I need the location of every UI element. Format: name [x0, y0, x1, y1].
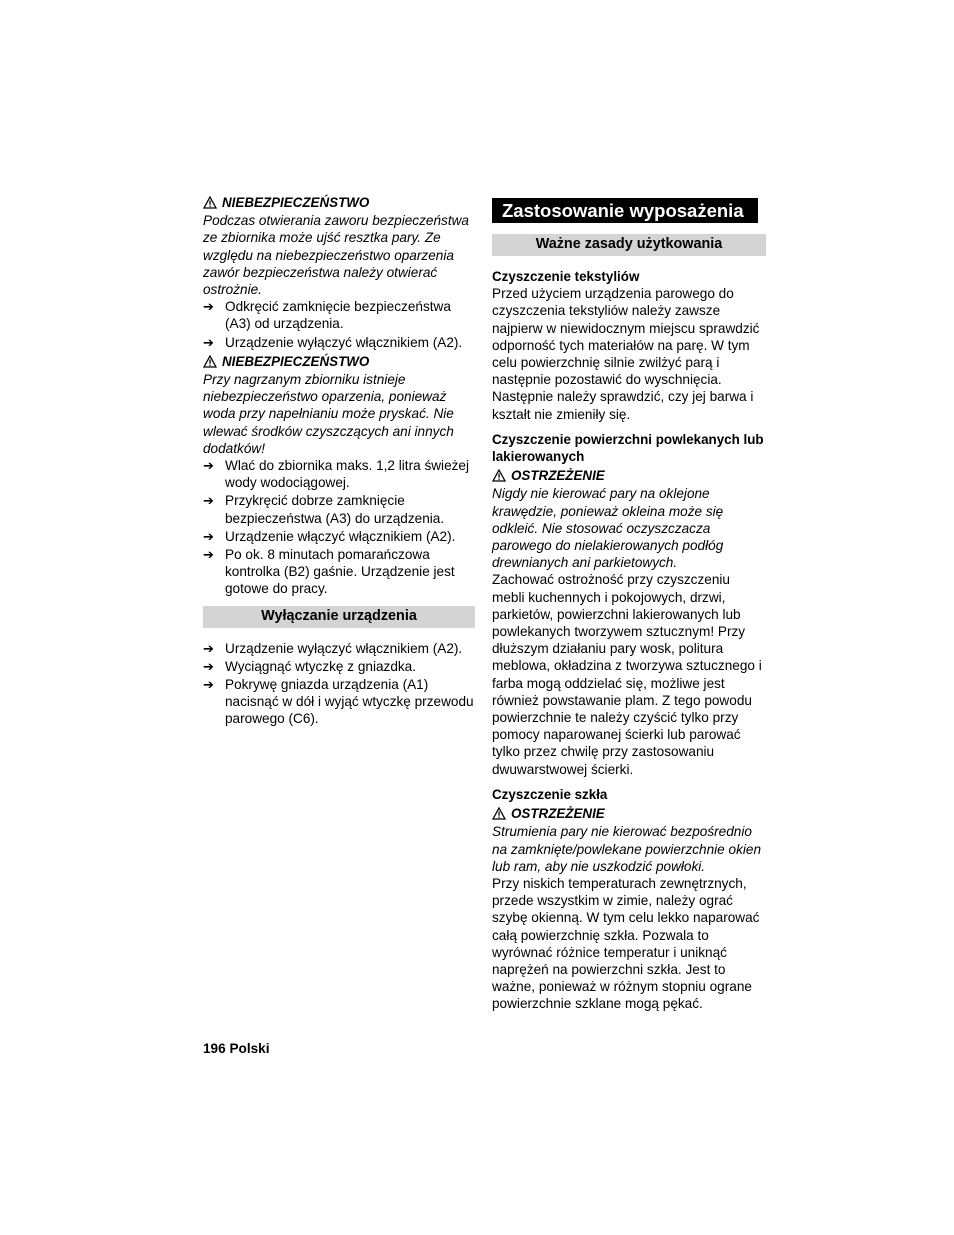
step-list-2 [203, 457, 475, 598]
caution-title: OSTRZEŻENIE [511, 806, 605, 822]
danger-heading-1 [203, 194, 475, 211]
warning-triangle-icon [492, 469, 506, 482]
caution-text: Nigdy nie kierować pary na oklejone krawędzie, ponieważ okleina może się odkleić. Nie stosować oczyszczacza parowego do nielakierowanych podłóg drewnianych ani parkietowych. [492, 486, 724, 571]
section-heading-rules: Ważne zasady użytkowania [492, 234, 766, 256]
glass-text: Przy niskich temperaturach zewnętrznych, przede wszystkim w zimie, należy ograć szybę okienną. W tym celu lekko naparować całą powierzchnię szkła. Pozwala to wyrównać różnice temperatur i uniknąć naprężeń na powierzchni szkła. Jest to ważne, ponieważ w różnym stopniu ograne powierzchnie szklane mogą pękać. [492, 875, 760, 1012]
list-item: ➔ Odkręcić zamknięcie bezpieczeństwa (A3) od urządzenia. [203, 299, 451, 332]
warning-triangle-icon [203, 196, 217, 209]
warning-triangle-icon [492, 807, 506, 820]
danger-title: NIEBEZPIECZEŃSTWO [222, 195, 370, 210]
warning-triangle-icon [203, 355, 217, 368]
section-heading-shutdown: Wyłączanie urządzenia [203, 606, 475, 628]
textiles-heading: Czyszczenie tekstyliów [492, 269, 640, 284]
arrow-right-icon: ➔ [203, 547, 214, 563]
list-item: ➔ Urządzenie wyłączyć włącznikiem (A2). [203, 334, 463, 350]
arrow-right-icon: ➔ [203, 299, 214, 315]
chapter-title: Zastosowanie wyposażenia [492, 198, 758, 223]
danger-title: NIEBEZPIECZEŃSTWO [222, 353, 370, 369]
list-item: ➔ Przykręcić dobrze zamknięcie bezpieczeństwa (A3) do urządzenia. [203, 493, 445, 526]
danger-text: Podczas otwierania zaworu bezpieczeństwa ze zbiornika może ujść resztka pary. Ze względu na niebezpieczeństwo oparzenia zawór bezpieczeństwa należy otwierać ostrożnie. [203, 213, 469, 298]
step-list-1 [203, 298, 475, 351]
list-item: ➔ Po ok. 8 minutach pomarańczowa kontrolka (B2) gaśnie. Urządzenie jest gotowe do pracy. [203, 547, 455, 597]
caution-heading-1 [492, 467, 766, 484]
page-footer: 196 Polski [203, 1041, 270, 1056]
caution-heading-2 [492, 805, 766, 822]
list-item: ➔ Urządzenie wyłączyć włącznikiem (A2). [203, 640, 463, 656]
right-column [492, 192, 766, 1013]
arrow-right-icon: ➔ [203, 528, 214, 544]
list-item: ➔ Wyciągnąć wtyczkę z gniazdka. [203, 658, 417, 674]
caution-text: Strumienia pary nie kierować bezpośrednio na zamknięte/powlekane powierzchnie okien lub ram, aby nie uszkodzić powłoki. [492, 824, 762, 874]
list-item: ➔ Pokrywę gniazda urządzenia (A1) nacisnąć w dół i wyjąć wtyczkę przewodu parowego (C6). [203, 677, 474, 727]
coated-text: Zachować ostrożność przy czyszczeniu mebli kuchennych i pokojowych, drzwi, parkietów, powierzchni lakierowanych lub powlekanych tworzywem sztucznym! Przy dłuższym działaniu pary wosk, politura meblowa, okładzina z tworzywa sztucznego i farba mogą oddzielać się, możliwe jest również powstawanie plam. Z tego powodu powierzchnie te należy czyścić tylko przy pomocy naparowanej ścierki lub parować tylko przez chwilę przy zastosowaniu dwuwarstwowej ścierki. [492, 572, 762, 777]
glass-heading: Czyszczenie szkła [492, 786, 608, 802]
caution-title: OSTRZEŻENIE [511, 468, 605, 484]
danger-text: Przy nagrzanym zbiorniku istnieje niebezpieczeństwo oparzenia, ponieważ woda przy napełnianiu może pryskać. Nie wlewać środków czyszczących ani innych dodatków! [203, 372, 454, 456]
textiles-text: Przed użyciem urządzenia parowego do czyszczenia tekstyliów należy zawsze najpierw w niewidocznym miejscu sprawdzić odporność tych materiałów na parę. W tym celu powierzchnię silnie zwilżyć parą i następnie pozostawić do wyschnięcia. Następnie należy sprawdzić, czy jej barwa i kształt nie zmieniły się. [492, 286, 760, 422]
coated-heading: Czyszczenie powierzchni powlekanych lub lakierowanych [492, 431, 764, 465]
arrow-right-icon: ➔ [203, 458, 214, 474]
step-list-3 [203, 640, 475, 728]
arrow-right-icon: ➔ [203, 677, 214, 693]
arrow-right-icon: ➔ [203, 640, 214, 656]
list-item: ➔ Urządzenie włączyć włącznikiem (A2). [203, 528, 456, 544]
arrow-right-icon: ➔ [203, 493, 214, 509]
danger-heading-2 [203, 353, 475, 370]
arrow-right-icon: ➔ [203, 658, 214, 674]
arrow-right-icon: ➔ [203, 334, 214, 350]
list-item: ➔ Wlać do zbiornika maks. 1,2 litra świeżej wody wodociągowej. [203, 458, 470, 491]
left-column [203, 192, 475, 729]
